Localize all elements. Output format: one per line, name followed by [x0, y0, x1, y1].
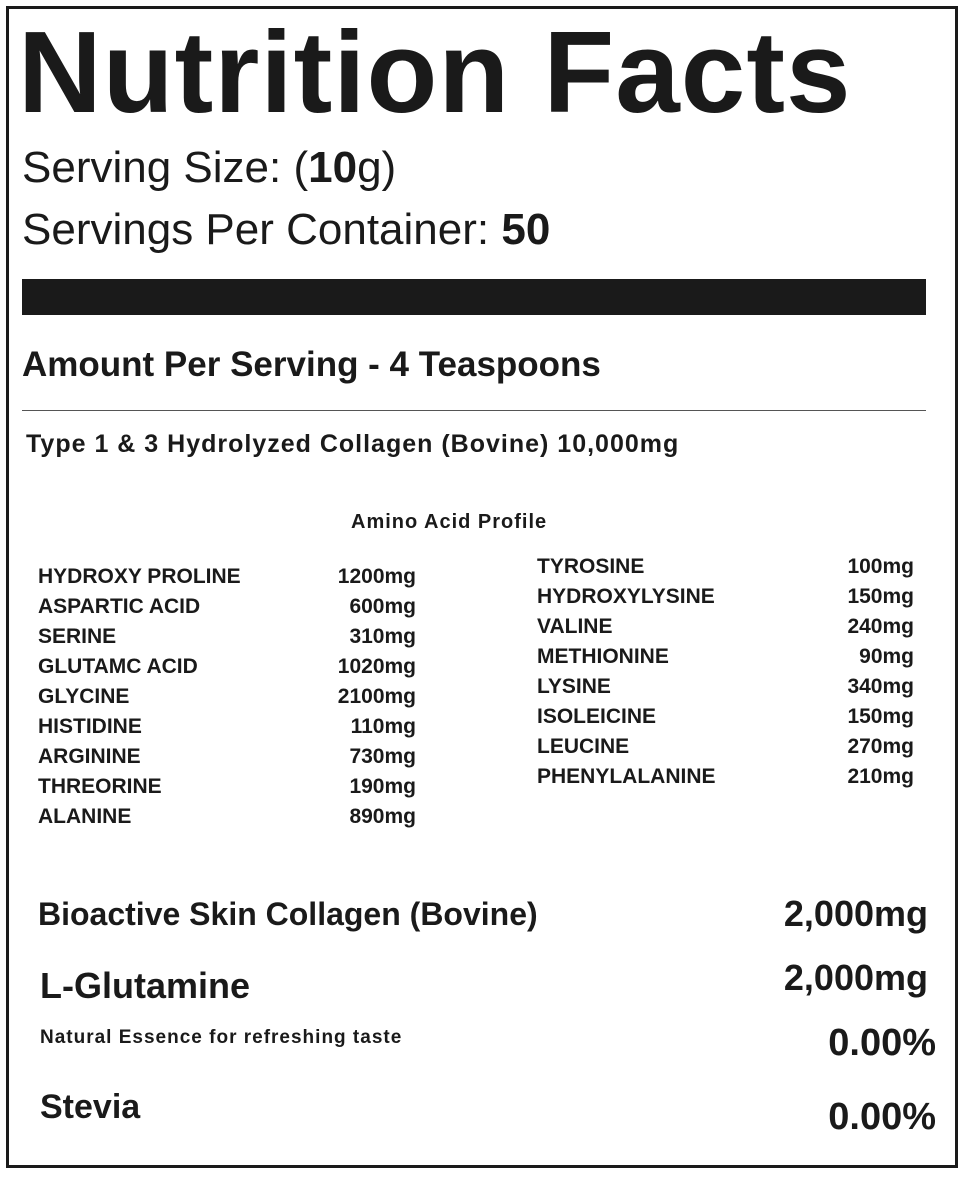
- amount-per-serving: Amount Per Serving - 4 Teaspoons: [22, 345, 601, 384]
- bioactive-collagen-amount: 2,000mg: [783, 893, 928, 934]
- amino-acid-name: VALINE: [537, 615, 613, 638]
- amino-acid-row: [537, 672, 914, 702]
- l-glutamine-amount: 2,000mg: [783, 957, 928, 998]
- amino-acid-amount: 110mg: [350, 715, 416, 738]
- amino-acid-profile-heading: Amino Acid Profile: [351, 511, 548, 533]
- servings-per-container: [22, 205, 551, 254]
- amino-acid-amount: 730mg: [349, 745, 416, 768]
- amino-acid-row: [537, 762, 914, 792]
- servings-per-container-prefix: Servings Per Container:: [22, 205, 502, 254]
- amino-acid-amount: 190mg: [349, 775, 416, 798]
- amino-acid-name: ASPARTIC ACID: [38, 595, 201, 618]
- amino-acid-name: METHIONINE: [537, 645, 669, 668]
- bioactive-collagen-name: Bioactive Skin Collagen (Bovine): [38, 896, 538, 932]
- amino-acid-name: HISTIDINE: [38, 715, 142, 738]
- natural-essence-amount: 0.00%: [828, 1022, 936, 1064]
- stevia-amount: 0.00%: [828, 1096, 936, 1138]
- amino-acid-row: [38, 802, 416, 832]
- serving-size-suffix: g): [357, 143, 397, 192]
- amino-acid-amount: 150mg: [847, 585, 914, 608]
- serving-size-value: 10: [308, 143, 358, 192]
- amino-acid-name: PHENYLALANINE: [537, 765, 716, 788]
- amino-acid-name: LEUCINE: [537, 735, 630, 758]
- stevia-name: Stevia: [40, 1088, 141, 1126]
- amino-acid-amount: 340mg: [847, 675, 914, 698]
- thick-divider: [22, 279, 926, 315]
- serving-size: [22, 143, 397, 192]
- amino-acid-name: ISOLEICINE: [537, 705, 657, 728]
- amino-acid-name: ALANINE: [38, 805, 132, 828]
- amino-acid-name: GLYCINE: [38, 685, 130, 708]
- amino-acid-row: [537, 732, 914, 762]
- amino-acid-name: THREORINE: [38, 775, 162, 798]
- amino-acid-amount: 1200mg: [337, 565, 416, 588]
- l-glutamine-name: L-Glutamine: [40, 965, 251, 1006]
- hydrolyzed-collagen-line: Type 1 & 3 Hydrolyzed Collagen (Bovine) 10,000mg: [26, 430, 680, 458]
- amino-acid-row: [38, 772, 416, 802]
- amino-acid-name: HYDROXY PROLINE: [38, 565, 241, 588]
- amino-acid-row: [537, 702, 914, 732]
- amino-acid-name: TYROSINE: [537, 555, 645, 578]
- amino-acid-amount: 150mg: [847, 705, 914, 728]
- amino-acid-name: ARGININE: [38, 745, 141, 768]
- amino-acid-row: [38, 592, 416, 622]
- nutrition-facts-title: Nutrition Facts: [18, 7, 852, 137]
- amino-acid-row: [38, 562, 416, 592]
- amino-acid-amount: 1020mg: [337, 655, 416, 678]
- amino-acid-name: SERINE: [38, 625, 117, 648]
- amino-acid-amount: 240mg: [847, 615, 914, 638]
- amino-acid-list-right: [537, 552, 914, 792]
- amino-acid-row: [537, 582, 914, 612]
- amino-acid-name: GLUTAMC ACID: [38, 655, 198, 678]
- amino-acid-row: [537, 552, 914, 582]
- amino-acid-row: [38, 652, 416, 682]
- amino-acid-row: [537, 612, 914, 642]
- thin-divider: [22, 410, 926, 411]
- amino-acid-name: LYSINE: [537, 675, 611, 698]
- amino-acid-amount: 270mg: [847, 735, 914, 758]
- amino-acid-row: [38, 712, 416, 742]
- amino-acid-row: [38, 682, 416, 712]
- amino-acid-name: HYDROXYLYSINE: [537, 585, 715, 608]
- amino-acid-amount: 100mg: [847, 555, 914, 578]
- servings-per-container-value: 50: [501, 205, 551, 254]
- amino-acid-row: [38, 742, 416, 772]
- amino-acid-list-left: [38, 562, 416, 832]
- amino-acid-row: [38, 622, 416, 652]
- serving-size-prefix: Serving Size: (: [22, 143, 309, 192]
- amino-acid-amount: 890mg: [349, 805, 416, 828]
- amino-acid-amount: 310mg: [349, 625, 416, 648]
- natural-essence-name: Natural Essence for refreshing taste: [40, 1027, 403, 1048]
- amino-acid-amount: 90mg: [859, 645, 914, 668]
- amino-acid-amount: 2100mg: [337, 685, 416, 708]
- amino-acid-amount: 210mg: [847, 765, 914, 788]
- amino-acid-row: [537, 642, 914, 672]
- amino-acid-amount: 600mg: [349, 595, 416, 618]
